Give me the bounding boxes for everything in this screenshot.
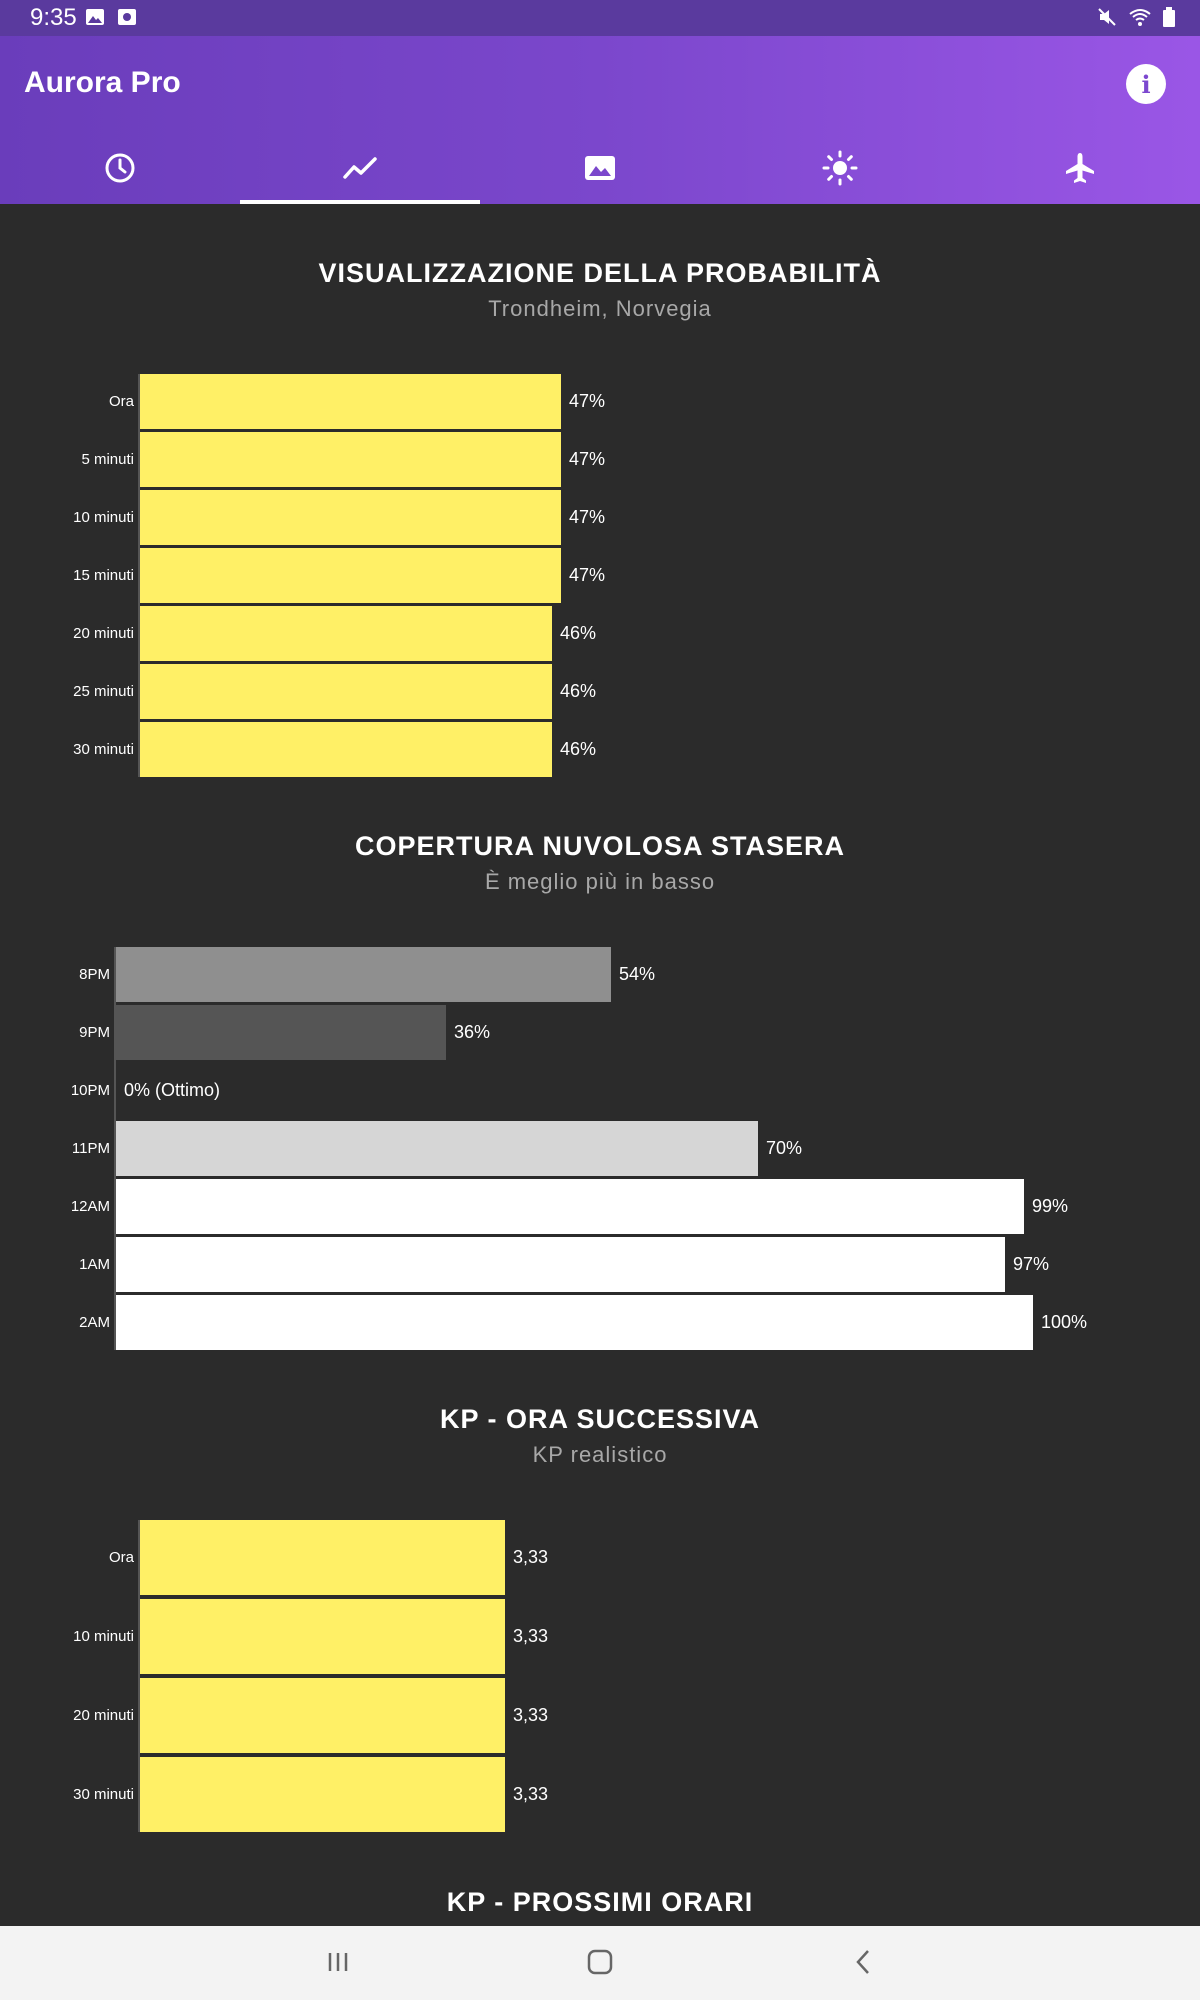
chart-row (0, 722, 1200, 777)
category-label: 25 minuti (73, 682, 134, 700)
chart-row (0, 1005, 1200, 1060)
data-label: 47% (569, 564, 606, 585)
chart-row (0, 1757, 1200, 1832)
chart-row (0, 1678, 1200, 1753)
chart-row (0, 548, 1200, 603)
chart-row (0, 1121, 1200, 1176)
back-icon (852, 1948, 876, 1981)
chart-axis-line (138, 1520, 140, 1832)
status-time: 9:35 (30, 4, 77, 31)
chart-bar (140, 432, 561, 487)
chart-axis-line (114, 947, 116, 1350)
chart-bar (140, 1599, 505, 1674)
battery-icon (1162, 6, 1176, 33)
section-subtitle-kp-next-hour: KP realistico (532, 1442, 668, 1467)
data-label: 3,33 (513, 1625, 549, 1646)
section-title-kp-next-hour: KP - ORA SUCCESSIVA (439, 1404, 761, 1434)
category-label: 11PM (71, 1139, 110, 1157)
chart-bar (116, 1295, 1033, 1350)
category-label: 8PM (79, 965, 110, 983)
section-title-cloud: COPERTURA NUVOLOSA STASERA (354, 831, 846, 861)
tab-flight[interactable] (960, 136, 1200, 204)
data-label: 54% (619, 963, 656, 984)
chart-bar (116, 1005, 446, 1060)
back-button[interactable] (842, 1942, 886, 1986)
section-title-kp-next-hours: KP - PROSSIMI ORARI (446, 1887, 754, 1917)
system-navigation-bar (0, 1926, 1200, 2000)
chart-bar (140, 490, 561, 545)
category-label: 15 minuti (73, 566, 134, 584)
tab-photos[interactable] (480, 136, 720, 204)
data-label: 3,33 (513, 1783, 549, 1804)
category-label: 10 minuti (73, 1627, 134, 1645)
category-label: 1AM (79, 1255, 110, 1273)
status-bar (0, 0, 1200, 36)
tab-time[interactable] (0, 136, 240, 204)
data-label: 47% (569, 448, 606, 469)
home-icon (586, 1948, 614, 1981)
chart-row (0, 1179, 1200, 1234)
chart-bar (140, 1678, 505, 1753)
chart-row (0, 664, 1200, 719)
chart-row (0, 490, 1200, 545)
chart-axis-line (138, 374, 140, 777)
data-label: 36% (454, 1021, 491, 1042)
category-label: Ora (108, 392, 134, 410)
tab-solar[interactable] (720, 136, 960, 204)
category-label: 30 minuti (73, 740, 134, 758)
chart-bar (140, 1757, 505, 1832)
chart-row (0, 947, 1200, 1002)
chart-bar (140, 1520, 505, 1595)
data-label: 99% (1032, 1195, 1069, 1216)
tab-charts[interactable] (240, 136, 480, 204)
chart-bar (116, 1179, 1024, 1234)
category-label: 10PM (70, 1081, 110, 1099)
media-notification-icon (116, 6, 138, 33)
recent-apps-button[interactable] (316, 1942, 360, 1986)
data-label: 3,33 (513, 1546, 549, 1567)
chart-bar (140, 664, 552, 719)
sun-icon (822, 150, 858, 191)
chart-bar (140, 374, 561, 429)
wifi-icon (1128, 6, 1152, 33)
image-icon (583, 153, 617, 188)
section-title-probability: VISUALIZZAZIONE DELLA PROBABILITÀ (318, 258, 882, 288)
chart-row (0, 1520, 1200, 1595)
data-label: 0% (Ottimo) (124, 1079, 221, 1100)
chart-row (0, 432, 1200, 487)
content-area (0, 204, 1200, 1926)
category-label: 20 minuti (73, 624, 134, 642)
data-label: 46% (560, 738, 597, 759)
chart-row (0, 1063, 1200, 1118)
clock-icon (103, 151, 137, 190)
category-label: 2AM (79, 1313, 110, 1331)
recent-apps-icon (325, 1950, 351, 1979)
trend-chart-icon (342, 153, 378, 188)
info-icon: i (1141, 69, 1151, 99)
category-label: 5 minuti (81, 450, 134, 468)
gallery-notification-icon (84, 6, 106, 33)
airplane-icon (1063, 151, 1097, 190)
section-subtitle-probability: Trondheim, Norvegia (488, 296, 712, 321)
section-subtitle-cloud: È meglio più in basso (484, 869, 716, 894)
data-label: 47% (569, 390, 606, 411)
app-title: Aurora Pro (24, 66, 181, 99)
category-label: 9PM (79, 1023, 110, 1041)
chart-row (0, 374, 1200, 429)
chart-row (0, 1295, 1200, 1350)
category-label: Ora (108, 1548, 134, 1566)
chart-row (0, 1237, 1200, 1292)
data-label: 46% (560, 680, 597, 701)
chart-bar (116, 1237, 1005, 1292)
chart-bar (140, 606, 552, 661)
data-label: 97% (1013, 1253, 1050, 1274)
data-label: 47% (569, 506, 606, 527)
category-label: 30 minuti (73, 1785, 134, 1803)
chart-row (0, 1599, 1200, 1674)
data-label: 100% (1041, 1311, 1088, 1332)
app-bar (0, 36, 1200, 204)
chart-bar (140, 722, 552, 777)
home-button[interactable] (578, 1942, 622, 1986)
chart-row (0, 606, 1200, 661)
data-label: 46% (560, 622, 597, 643)
data-label: 70% (766, 1137, 803, 1158)
chart-bar (116, 947, 611, 1002)
info-button[interactable] (1126, 64, 1166, 104)
chart-bar (116, 1121, 758, 1176)
category-label: 12AM (70, 1197, 110, 1215)
data-label: 3,33 (513, 1704, 549, 1725)
category-label: 10 minuti (73, 508, 134, 526)
mute-icon (1096, 6, 1118, 33)
chart-bar (140, 548, 561, 603)
category-label: 20 minuti (73, 1706, 134, 1724)
tab-bar (0, 136, 1200, 204)
